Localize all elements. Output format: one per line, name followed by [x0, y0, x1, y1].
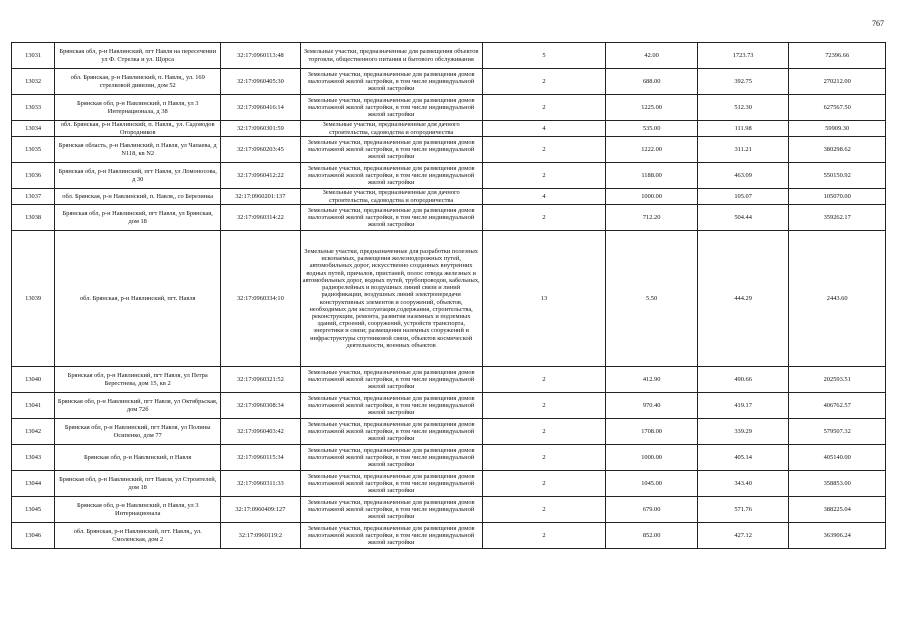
table-row: [12, 121, 886, 137]
address-cell: Брянская обл, р-н Навлинский, пгт Навля на пересечении ул Ф. Стрелка и ул. Щорса: [55, 43, 221, 69]
cadastral-value-cell: 359262.17: [789, 205, 886, 231]
use-group-cell: 5: [482, 43, 606, 69]
specific-value-cell: 105.07: [697, 189, 789, 205]
table-row: [12, 393, 886, 419]
cadastral-value-cell: 380298.62: [789, 137, 886, 163]
cadastral-value-cell: 627567.50: [789, 95, 886, 121]
land-use-cell: Земельные участки, предназначенные для размещения домов малоэтажной жилой застройки, в том числе индивидуальной жилой застройки: [300, 523, 482, 549]
use-group-cell: 2: [482, 471, 606, 497]
table-row: [12, 69, 886, 95]
specific-value-cell: 311.21: [697, 137, 789, 163]
row-number-cell: 13044: [12, 471, 55, 497]
area-cell: 535.00: [606, 121, 698, 137]
specific-value-cell: 343.40: [697, 471, 789, 497]
table-row: [12, 471, 886, 497]
cadastral-number-cell: 32:17:0960113:48: [221, 43, 300, 69]
table-row: [12, 163, 886, 189]
row-number-cell: 13038: [12, 205, 55, 231]
address-cell: Брянская обл, р-н Навлинский, пгт Навля, ул Строителей, дом 18: [55, 471, 221, 497]
address-cell: Брянская обл, р-н Навлинский, п Навля: [55, 445, 221, 471]
cadastral-value-cell: 202593.51: [789, 367, 886, 393]
area-cell: 1188.00: [606, 163, 698, 189]
row-number-cell: 13032: [12, 69, 55, 95]
area-cell: 1222.00: [606, 137, 698, 163]
row-number-cell: 13033: [12, 95, 55, 121]
cadastral-value-cell: 2443.60: [789, 231, 886, 367]
land-use-cell: Земельные участки, предназначенные для размещения домов малоэтажной жилой застройки, в том числе индивидуальной жилой застройки: [300, 393, 482, 419]
land-use-cell: Земельные участки, предназначенные для разработки полезных ископаемых, размещения железнодорожных путей, автомобильных дорог, искусственно созданных внутренних водных путей, причалов, пристаней, полос отвода железных и автомобильных дорог, водных путей, трубопроводов, кабельных, радиорелейных и воздушных линий связи и линий радиофикации, воздушных линий электропередачи конструктивных элементов и сооружений, объектов, необходимых для эксплуатации,содержания, строительства, реконструкции, ремонта, развития наземных и подземных зданий, строений, сооружений, устройств транспорта, энергетики и связи; размещения наземных сооружений и инфраструктуры спутниковой связи, объектов космической деятельности, военных объектов: [300, 231, 482, 367]
cadastral-value-cell: 388225.04: [789, 497, 886, 523]
specific-value-cell: 504.44: [697, 205, 789, 231]
area-cell: 1225.00: [606, 95, 698, 121]
cadastral-number-cell: 32:17:0960308:34: [221, 393, 300, 419]
area-cell: 1000.00: [606, 189, 698, 205]
specific-value-cell: 427.12: [697, 523, 789, 549]
use-group-cell: 4: [482, 189, 606, 205]
specific-value-cell: 419.17: [697, 393, 789, 419]
cadastral-number-cell: 32:17:0960311:33: [221, 471, 300, 497]
address-cell: Брянская обл, р-н Навлинский, пгт Навля, ул Октябрьская, дом 72б: [55, 393, 221, 419]
specific-value-cell: 463.09: [697, 163, 789, 189]
table-row: [12, 523, 886, 549]
specific-value-cell: 512.30: [697, 95, 789, 121]
specific-value-cell: 571.76: [697, 497, 789, 523]
cadastral-number-cell: 32:17:0960115:34: [221, 445, 300, 471]
table-row: [12, 95, 886, 121]
specific-value-cell: 339.29: [697, 419, 789, 445]
land-use-cell: Земельные участки, предназначенные для размещения домов малоэтажной жилой застройки, в том числе индивидуальной жилой застройки: [300, 419, 482, 445]
table-row: [12, 43, 886, 69]
address-cell: обл. Брянская, р-н Навлинский, п. Навля,, ул. Садоводов Огородников: [55, 121, 221, 137]
use-group-cell: 2: [482, 95, 606, 121]
cadastral-number-cell: 32:17:0960203:45: [221, 137, 300, 163]
specific-value-cell: 444.29: [697, 231, 789, 367]
specific-value-cell: 392.75: [697, 69, 789, 95]
cadastral-value-cell: 406762.57: [789, 393, 886, 419]
land-use-cell: Земельные участки, предназначенные для размещения домов малоэтажной жилой застройки, в том числе индивидуальной жилой застройки: [300, 69, 482, 95]
cadastral-number-cell: 32:17:0960321:52: [221, 367, 300, 393]
cadastral-number-cell: 32:17:0960314:22: [221, 205, 300, 231]
use-group-cell: 2: [482, 445, 606, 471]
cadastral-number-cell: 32:17:0960119:2: [221, 523, 300, 549]
row-number-cell: 13042: [12, 419, 55, 445]
land-use-cell: Земельные участки, предназначенные для размещения домов малоэтажной жилой застройки, в том числе индивидуальной жилой застройки: [300, 445, 482, 471]
address-cell: обл. Брянская, р-н Навлинский, пгт. Навля: [55, 231, 221, 367]
address-cell: Брянская обл, р-н Навлинский, пгт Навля, ул Петра Берестнева, дом 15, кв 2: [55, 367, 221, 393]
use-group-cell: 2: [482, 497, 606, 523]
row-number-cell: 13045: [12, 497, 55, 523]
area-cell: 1000.00: [606, 445, 698, 471]
area-cell: 412.90: [606, 367, 698, 393]
cadastral-number-cell: 32:17:0960403:42: [221, 419, 300, 445]
area-cell: 1045.00: [606, 471, 698, 497]
cadastral-number-cell: 32:17:0960409:127: [221, 497, 300, 523]
address-cell: Брянская обл, р-н Навлинский, п Навля, ул 3 Интернационала: [55, 497, 221, 523]
use-group-cell: 4: [482, 121, 606, 137]
area-cell: 688.00: [606, 69, 698, 95]
cadastral-value-cell: 358853.00: [789, 471, 886, 497]
use-group-cell: 2: [482, 367, 606, 393]
cadastral-value-cell: 405140.00: [789, 445, 886, 471]
page-number: 767: [872, 19, 884, 28]
row-number-cell: 13037: [12, 189, 55, 205]
land-use-cell: Земельные участки, предназначенные для размещения объектов торговли, общественного питания и бытового обслуживания: [300, 43, 482, 69]
table-row: [12, 189, 886, 205]
cadastral-number-cell: 32:17:0960405:30: [221, 69, 300, 95]
row-number-cell: 13046: [12, 523, 55, 549]
area-cell: 679.00: [606, 497, 698, 523]
address-cell: Брянская обл, р-н Навлинский, п Навля, ул 3 Интернационала, д 38: [55, 95, 221, 121]
cadastral-value-cell: 105070.00: [789, 189, 886, 205]
address-cell: обл. Брянская, р-н Навлинский, п. Навля,, со Березинка: [55, 189, 221, 205]
land-use-cell: Земельные участки, предназначенные для размещения домов малоэтажной жилой застройки, в том числе индивидуальной жилой застройки: [300, 163, 482, 189]
area-cell: 1708.00: [606, 419, 698, 445]
table-row: [12, 231, 886, 367]
row-number-cell: 13036: [12, 163, 55, 189]
cadastral-value-cell: 270212.00: [789, 69, 886, 95]
use-group-cell: 2: [482, 163, 606, 189]
use-group-cell: 2: [482, 205, 606, 231]
use-group-cell: 2: [482, 137, 606, 163]
table-row: [12, 445, 886, 471]
area-cell: 970.40: [606, 393, 698, 419]
land-use-cell: Земельные участки, предназначенные для дачного строительства, садоводства и огородничества: [300, 121, 482, 137]
address-cell: Брянская обл, р-н Навлинский, пгт Навля, ул Полины Осипенко, дом 77: [55, 419, 221, 445]
cadastral-value-cell: 579507.32: [789, 419, 886, 445]
table-row: [12, 137, 886, 163]
land-use-cell: Земельные участки, предназначенные для размещения домов малоэтажной жилой застройки, в том числе индивидуальной жилой застройки: [300, 497, 482, 523]
use-group-cell: 2: [482, 393, 606, 419]
row-number-cell: 13039: [12, 231, 55, 367]
area-cell: 852.00: [606, 523, 698, 549]
specific-value-cell: 1723.73: [697, 43, 789, 69]
area-cell: 712.20: [606, 205, 698, 231]
row-number-cell: 13043: [12, 445, 55, 471]
cadastral-value-cell: 72396.66: [789, 43, 886, 69]
address-cell: Брянская обл, р-н Навлинский, пгт Навля, ул Ломоносова, д 30: [55, 163, 221, 189]
land-use-cell: Земельные участки, предназначенные для размещения домов малоэтажной жилой застройки, в том числе индивидуальной жилой застройки: [300, 367, 482, 393]
address-cell: Брянская область, р-н Навлинский, п Навля, ул Чапаева, д N118, кв N2: [55, 137, 221, 163]
table-row: [12, 205, 886, 231]
address-cell: Брянская обл, р-н Навлинский, пгт Навля, ул Брянская, дом 18: [55, 205, 221, 231]
use-group-cell: 13: [482, 231, 606, 367]
cadastral-number-cell: 32:17:0960412:22: [221, 163, 300, 189]
use-group-cell: 2: [482, 69, 606, 95]
cadastral-number-cell: 32:17:0960416:14: [221, 95, 300, 121]
cadastral-value-cell: 363906.24: [789, 523, 886, 549]
land-use-cell: Земельные участки, предназначенные для размещения домов малоэтажной жилой застройки, в том числе индивидуальной жилой застройки: [300, 95, 482, 121]
row-number-cell: 13040: [12, 367, 55, 393]
table-row: [12, 367, 886, 393]
table-row: [12, 419, 886, 445]
specific-value-cell: 490.66: [697, 367, 789, 393]
area-cell: 5.50: [606, 231, 698, 367]
area-cell: 42.00: [606, 43, 698, 69]
use-group-cell: 2: [482, 523, 606, 549]
use-group-cell: 2: [482, 419, 606, 445]
land-use-cell: Земельные участки, предназначенные для размещения домов малоэтажной жилой застройки, в том числе индивидуальной жилой застройки: [300, 137, 482, 163]
cadastral-number-cell: 32:17:0960201:137: [221, 189, 300, 205]
row-number-cell: 13031: [12, 43, 55, 69]
specific-value-cell: 111.98: [697, 121, 789, 137]
specific-value-cell: 405.14: [697, 445, 789, 471]
address-cell: обл. Брянская, р-н Навлинский, п. Навля,, ул. 169 стрелковой дивизии, дом 52: [55, 69, 221, 95]
land-use-cell: Земельные участки, предназначенные для дачного строительства, садоводства и огородничества: [300, 189, 482, 205]
cadastral-number-cell: 32:17:0960301:59: [221, 121, 300, 137]
table-row: [12, 497, 886, 523]
cadastral-value-table: [11, 42, 886, 549]
cadastral-value-cell: 550150.92: [789, 163, 886, 189]
cadastral-value-cell: 59909.30: [789, 121, 886, 137]
cadastral-number-cell: 32:17:0960334:10: [221, 231, 300, 367]
row-number-cell: 13041: [12, 393, 55, 419]
row-number-cell: 13035: [12, 137, 55, 163]
row-number-cell: 13034: [12, 121, 55, 137]
land-use-cell: Земельные участки, предназначенные для размещения домов малоэтажной жилой застройки, в том числе индивидуальной жилой застройки: [300, 471, 482, 497]
address-cell: обл. Брянская, р-н Навлинский, пгт. Навля,, ул. Смоленская, дом 2: [55, 523, 221, 549]
land-use-cell: Земельные участки, предназначенные для размещения домов малоэтажной жилой застройки, в том числе индивидуальной жилой застройки: [300, 205, 482, 231]
